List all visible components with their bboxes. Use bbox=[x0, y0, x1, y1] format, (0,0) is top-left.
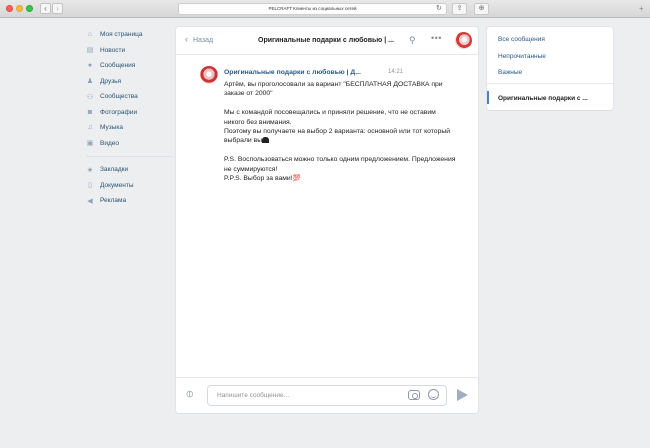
minimize-window-icon[interactable] bbox=[16, 5, 23, 12]
menu-divider bbox=[86, 156, 172, 157]
chat-avatar[interactable] bbox=[455, 32, 472, 49]
active-indicator bbox=[487, 91, 489, 104]
menu-item-label: Видео bbox=[100, 139, 119, 147]
menu-item-news[interactable] bbox=[86, 43, 176, 59]
more-icon[interactable]: ••• bbox=[431, 33, 442, 43]
address-bar[interactable]: PELCRAFT Клиенты из социальных сетей bbox=[178, 3, 447, 15]
menu-item-label: Музыка bbox=[100, 124, 123, 132]
filter-all-messages[interactable]: Все сообщения bbox=[498, 36, 545, 43]
attach-icon[interactable]: ⊘ bbox=[183, 387, 198, 402]
menu-item-photos[interactable] bbox=[86, 105, 176, 121]
menu-item-my-page[interactable] bbox=[86, 27, 176, 43]
star-icon: ★ bbox=[86, 166, 94, 174]
chevron-left-icon: ‹ bbox=[185, 34, 188, 44]
menu-item-messages[interactable] bbox=[86, 58, 176, 74]
message-line: P.S. Воспользоваться можно только одним предложением. Предложения не суммируются! bbox=[224, 156, 456, 173]
message-line-with-heart bbox=[224, 127, 456, 146]
reload-icon[interactable]: ↻ bbox=[436, 5, 442, 12]
chat-header bbox=[176, 27, 478, 55]
menu-item-video[interactable] bbox=[86, 136, 176, 152]
zoom-window-icon[interactable] bbox=[26, 5, 33, 12]
news-icon: ▤ bbox=[86, 47, 94, 55]
menu-item-label: Друзья bbox=[100, 77, 122, 85]
menu-item-label: Фотографии bbox=[100, 108, 138, 116]
camera-icon[interactable] bbox=[408, 390, 420, 400]
filter-important[interactable]: Важные bbox=[498, 69, 523, 76]
groups-icon: ⚇ bbox=[86, 93, 94, 101]
menu-item-label: Моя страница bbox=[100, 31, 143, 39]
filter-divider bbox=[487, 83, 613, 84]
message-line: Поэтому вы получаете на выбор 2 варианта: основной или тот который выбрали вы bbox=[224, 128, 451, 145]
browser-forward-icon[interactable]: › bbox=[52, 3, 63, 14]
chat-panel bbox=[176, 27, 478, 413]
browser-back-icon[interactable]: ‹ bbox=[40, 3, 51, 14]
search-icon[interactable]: ⚲ bbox=[409, 35, 416, 45]
message-line-with-emoji bbox=[224, 174, 456, 183]
author-avatar[interactable] bbox=[200, 66, 218, 84]
menu-item-label: Реклама bbox=[100, 197, 127, 205]
menu-item-music[interactable] bbox=[86, 120, 176, 136]
message-line: Артём, вы проголосовали за вариант "БЕСПЛАТНАЯ ДОСТАВКА при заказе от 2000" bbox=[224, 81, 443, 98]
black-heart-icon bbox=[262, 137, 269, 143]
message-input-box[interactable] bbox=[207, 385, 447, 406]
menu-item-label: Сообщения bbox=[100, 62, 136, 70]
message-time: 14:21 bbox=[388, 69, 404, 75]
megaphone-icon: ◀ bbox=[87, 197, 93, 205]
back-label: Назад bbox=[193, 36, 214, 44]
music-icon: ♫ bbox=[87, 124, 93, 132]
menu-item-friends[interactable] bbox=[86, 74, 176, 90]
menu-item-label: Закладки bbox=[100, 166, 129, 174]
message-composer bbox=[176, 377, 478, 413]
message-input[interactable] bbox=[217, 386, 407, 405]
emoji-icon[interactable] bbox=[428, 389, 439, 400]
message-filters bbox=[487, 27, 613, 110]
document-icon: ▯ bbox=[88, 182, 92, 190]
menu-item-documents[interactable] bbox=[86, 178, 176, 194]
home-icon: ⌂ bbox=[87, 31, 93, 39]
close-window-icon[interactable] bbox=[6, 5, 13, 12]
message-text bbox=[224, 80, 456, 183]
download-icon[interactable]: ⊕ bbox=[474, 3, 489, 15]
video-icon: ▣ bbox=[86, 140, 94, 148]
filter-unread[interactable]: Непрочитанные bbox=[498, 53, 546, 60]
new-tab-icon[interactable]: + bbox=[639, 4, 644, 13]
side-menu bbox=[86, 27, 176, 209]
hundred-points-icon: 💯 bbox=[292, 175, 301, 183]
menu-item-label: Новости bbox=[100, 46, 126, 54]
menu-item-label: Сообщества bbox=[100, 93, 138, 101]
message-line: Мы с командой посовещались и приняли решение, что не оставим никого без внимания. bbox=[224, 109, 436, 126]
chat-title[interactable]: Оригинальные подарки с любовью | ... bbox=[258, 37, 394, 44]
camera-icon: ◙ bbox=[87, 108, 93, 116]
menu-item-bookmarks[interactable] bbox=[86, 162, 176, 178]
browser-toolbar bbox=[0, 0, 650, 18]
menu-item-ads[interactable] bbox=[86, 193, 176, 209]
message-line: P.P.S. Выбор за вами! bbox=[224, 175, 293, 183]
back-button[interactable] bbox=[185, 36, 213, 44]
send-icon[interactable] bbox=[457, 389, 468, 401]
menu-item-label: Документы bbox=[100, 181, 134, 189]
messages-icon: ● bbox=[87, 62, 93, 70]
share-icon[interactable]: ⇪ bbox=[452, 3, 467, 15]
friends-icon: ♟ bbox=[86, 78, 94, 86]
active-conversation[interactable]: Оригинальные подарки с ... bbox=[498, 95, 588, 102]
menu-item-groups[interactable] bbox=[86, 89, 176, 105]
message-author[interactable]: Оригинальные подарки с любовью | Д... bbox=[224, 69, 361, 76]
